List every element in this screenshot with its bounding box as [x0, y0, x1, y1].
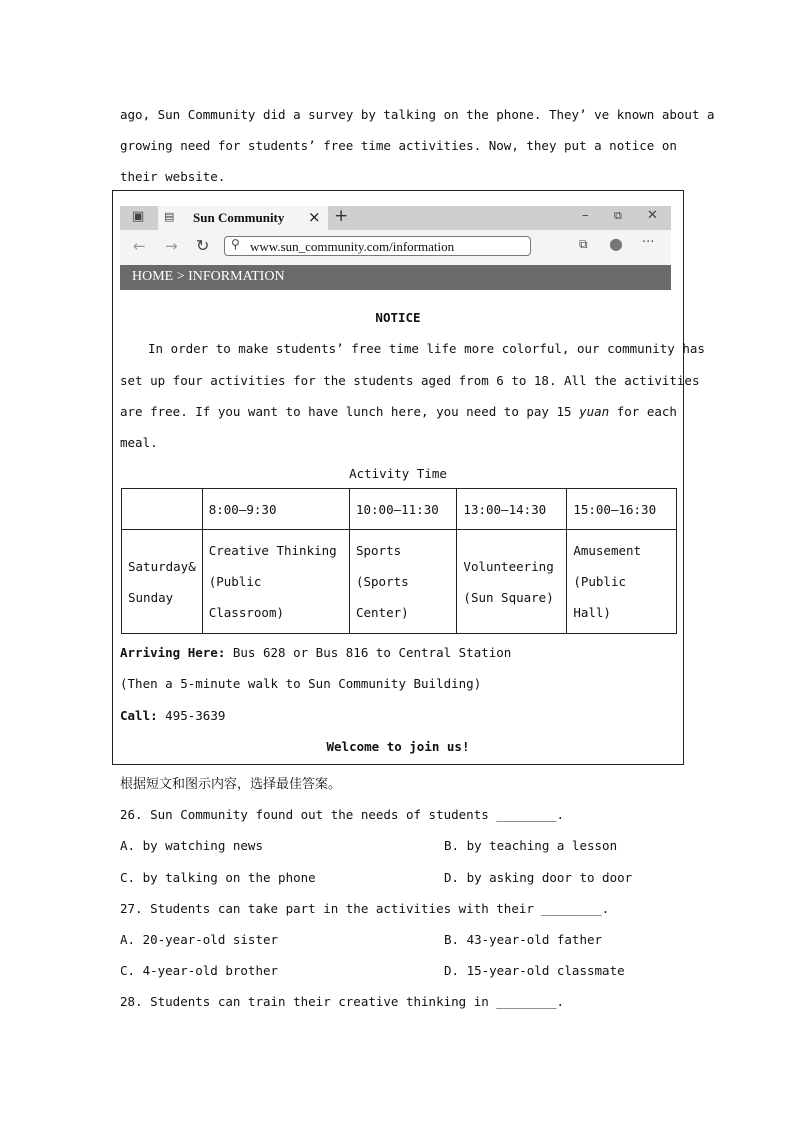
table-caption: Activity Time: [349, 466, 447, 481]
close-window-icon[interactable]: ✕: [647, 208, 658, 223]
restore-icon[interactable]: ⧉: [614, 209, 622, 222]
address-bar: [120, 230, 671, 265]
notice-box: [112, 190, 705, 765]
activity-3-name: Volunteering: [463, 558, 554, 574]
yuan-word: yuan: [579, 404, 610, 419]
activity-cell-3: [457, 530, 567, 634]
search-icon: ⚲: [231, 237, 240, 251]
instruction: 根据短文和图示内容，选择最佳答案。: [120, 777, 342, 792]
q26-option-b: B. by teaching a lesson: [444, 838, 618, 853]
activity-2-name: Sports: [355, 543, 402, 558]
q27-option-a: A. 20-year-old sister: [120, 932, 279, 947]
question-28: 28. Students can train their creative thinking in ________.: [120, 994, 565, 1009]
table-header-row: [122, 489, 677, 530]
header-cell-slot-3: 13:00—14:30: [457, 489, 567, 530]
tab-page-icon: ▤: [164, 210, 175, 223]
notice-line-3-text: are free. If you want to have lunch here, you need to pay 15: [120, 404, 572, 419]
browser-window: [120, 206, 671, 290]
call-line: [120, 708, 225, 723]
url-text: www.sun_community.com/information: [250, 239, 455, 254]
tab-title: Sun Community: [193, 210, 285, 225]
question-26: 26. Sun Community found out the needs of students ________.: [120, 807, 565, 822]
intro-line-3: their website.: [120, 169, 226, 184]
header-cell-slot-4: 15:00—16:30: [567, 489, 677, 530]
call-label: Call:: [120, 708, 158, 723]
forward-arrow-icon[interactable]: →: [165, 237, 178, 255]
q26-option-a: A. by watching news: [120, 838, 263, 853]
intro-line-2: growing need for students’ free time activities. Now, they put a notice on: [120, 138, 677, 153]
more-icon[interactable]: ···: [642, 235, 655, 250]
breadcrumb: [120, 265, 671, 290]
activity-4-place: (Public Hall): [573, 574, 627, 620]
arriving-label: Arriving Here:: [120, 645, 226, 660]
intro-line-1: ago, Sun Community did a survey by talking on the phone. They’ ve known about a: [120, 107, 715, 122]
breadcrumb-text: HOME > INFORMATION: [132, 269, 285, 284]
notice-line-4: meal.: [120, 435, 158, 450]
welcome-text: Welcome to join us!: [326, 739, 470, 754]
q27-option-d: D. 15-year-old classmate: [444, 963, 625, 978]
day-line-2: Sunday: [128, 589, 174, 605]
url-field[interactable]: [224, 236, 531, 256]
tab-close-icon[interactable]: ×: [308, 208, 321, 226]
new-tab-button[interactable]: +: [334, 206, 349, 226]
activity-2-place-2: Center): [355, 605, 409, 620]
notice-line-1: In order to make students’ free time life more colorful, our community has: [148, 341, 705, 356]
activity-4-name: Amusement: [573, 543, 642, 558]
activity-1-name: Creative Thinking: [208, 543, 337, 558]
day-cell: [122, 530, 203, 634]
reload-icon[interactable]: ↻: [196, 236, 210, 255]
tab-sun-community[interactable]: [158, 206, 328, 230]
call-number: 495-3639: [157, 708, 226, 723]
header-cell-slot-2: 10:00—11:30: [349, 489, 456, 530]
activity-cell-4: [567, 530, 677, 634]
activity-1-place: (Public Classroom): [208, 574, 284, 620]
notice-line-2: set up four activities for the students aged from 6 to 18. All the activities: [120, 373, 700, 388]
q26-option-c: C. by talking on the phone: [120, 870, 316, 885]
activity-cell-2: [349, 530, 456, 634]
tab-bar: [120, 206, 671, 230]
walk-line: (Then a 5-minute walk to Sun Community Building): [120, 676, 482, 691]
question-27: 27. Students can take part in the activities with their ________.: [120, 901, 610, 916]
activity-cell-1: [202, 530, 349, 634]
back-arrow-icon[interactable]: ←: [133, 237, 146, 255]
activity-3-place: (Sun Square): [463, 589, 554, 605]
notice-title: NOTICE: [375, 310, 421, 325]
header-cell-slot-1: 8:00—9:30: [202, 489, 349, 530]
day-line-1: Saturday&: [128, 558, 196, 574]
schedule-table: [121, 488, 677, 634]
collections-icon[interactable]: ⧉: [579, 237, 588, 251]
notice-line-3-end: for each: [609, 404, 677, 419]
sidebar-icon[interactable]: ▣: [132, 209, 145, 224]
q26-option-d: D. by asking door to door: [444, 870, 633, 885]
q27-option-c: C. 4-year-old brother: [120, 963, 279, 978]
notice-line-3: [120, 404, 677, 419]
profile-icon[interactable]: ●: [609, 234, 623, 253]
header-cell-empty: [122, 489, 203, 530]
q27-option-b: B. 43-year-old father: [444, 932, 603, 947]
arriving-text: Bus 628 or Bus 816 to Central Station: [225, 645, 512, 660]
minimize-icon[interactable]: –: [582, 208, 589, 223]
table-row: [122, 530, 677, 634]
arriving-line: [120, 645, 511, 660]
activity-2-place-1: (Sports: [355, 574, 409, 589]
